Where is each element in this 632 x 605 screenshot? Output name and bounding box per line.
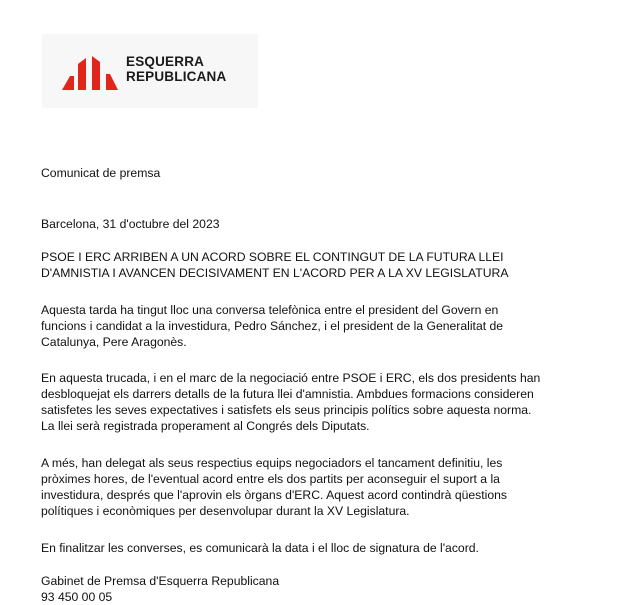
paragraph-line: Aquesta tarda ha tingut lloc una conversa telefònica entre el president del Govern en xyxy=(41,303,499,317)
logo xyxy=(42,34,258,108)
paragraph-line: pròximes hores, de l'eventual acord entre els dos partits per aconseguir el suport a la xyxy=(41,472,500,486)
paragraph-2 xyxy=(41,370,540,434)
paragraph-line: desbloquejat els darrers detalls de la futura llei d'amnistia. Ambdues formacions consideren xyxy=(41,387,534,401)
paragraph-line: satisfetes les seves expectatives i satisfets els seus principis polítics sobre aquesta norma. xyxy=(41,403,532,417)
headline-line: PSOE I ERC ARRIBEN A UN ACORD SOBRE EL CONTINGUT DE LA FUTURA LLEI xyxy=(41,250,504,264)
phone-number: 93 450 00 05 xyxy=(41,590,113,604)
paragraph-line: En aquesta trucada, i en el marc de la negociació entre PSOE i ERC, els dos presidents han xyxy=(41,371,541,385)
logo-line-1: ESQUERRA xyxy=(126,54,205,69)
paragraph-4: En finalitzar les converses, es comunicarà la data i el lloc de signatura de l'acord. xyxy=(41,541,479,555)
esquerra-logo-icon xyxy=(60,50,120,90)
headline xyxy=(41,249,508,281)
document-label: Comunicat de premsa xyxy=(41,166,161,180)
logo-wordmark xyxy=(126,54,226,84)
paragraph-1 xyxy=(41,302,503,350)
headline-line: D'AMNISTIA I AVANCEN DECISIVAMENT EN L'ACORD PER A LA XV LEGISLATURA xyxy=(41,266,509,280)
paragraph-line: La llei serà registrada properament al Congrés dels Diputats. xyxy=(41,419,370,433)
logo-line-2: REPUBLICANA xyxy=(126,69,227,84)
paragraph-line: funcions i candidat a la investidura, Pedro Sánchez, i el president de la Generalitat de xyxy=(41,319,504,333)
paragraph-line: A més, han delegat als seus respectius equips negociadors el tancament definitiu, les xyxy=(41,456,503,470)
paragraph-line: Catalunya, Pere Aragonès. xyxy=(41,335,187,349)
paragraph-line: polítiques i econòmiques per desenvolupar durant la XV Legislatura. xyxy=(41,504,410,518)
signature: Gabinet de Premsa d'Esquerra Republicana xyxy=(41,574,280,588)
paragraph-line: investidura, després que l'aprovin els òrgans d'ERC. Aquest acord contindrà qüestions xyxy=(41,488,508,502)
paragraph-3 xyxy=(41,455,507,519)
place-date: Barcelona, 31 d'octubre del 2023 xyxy=(41,217,220,231)
